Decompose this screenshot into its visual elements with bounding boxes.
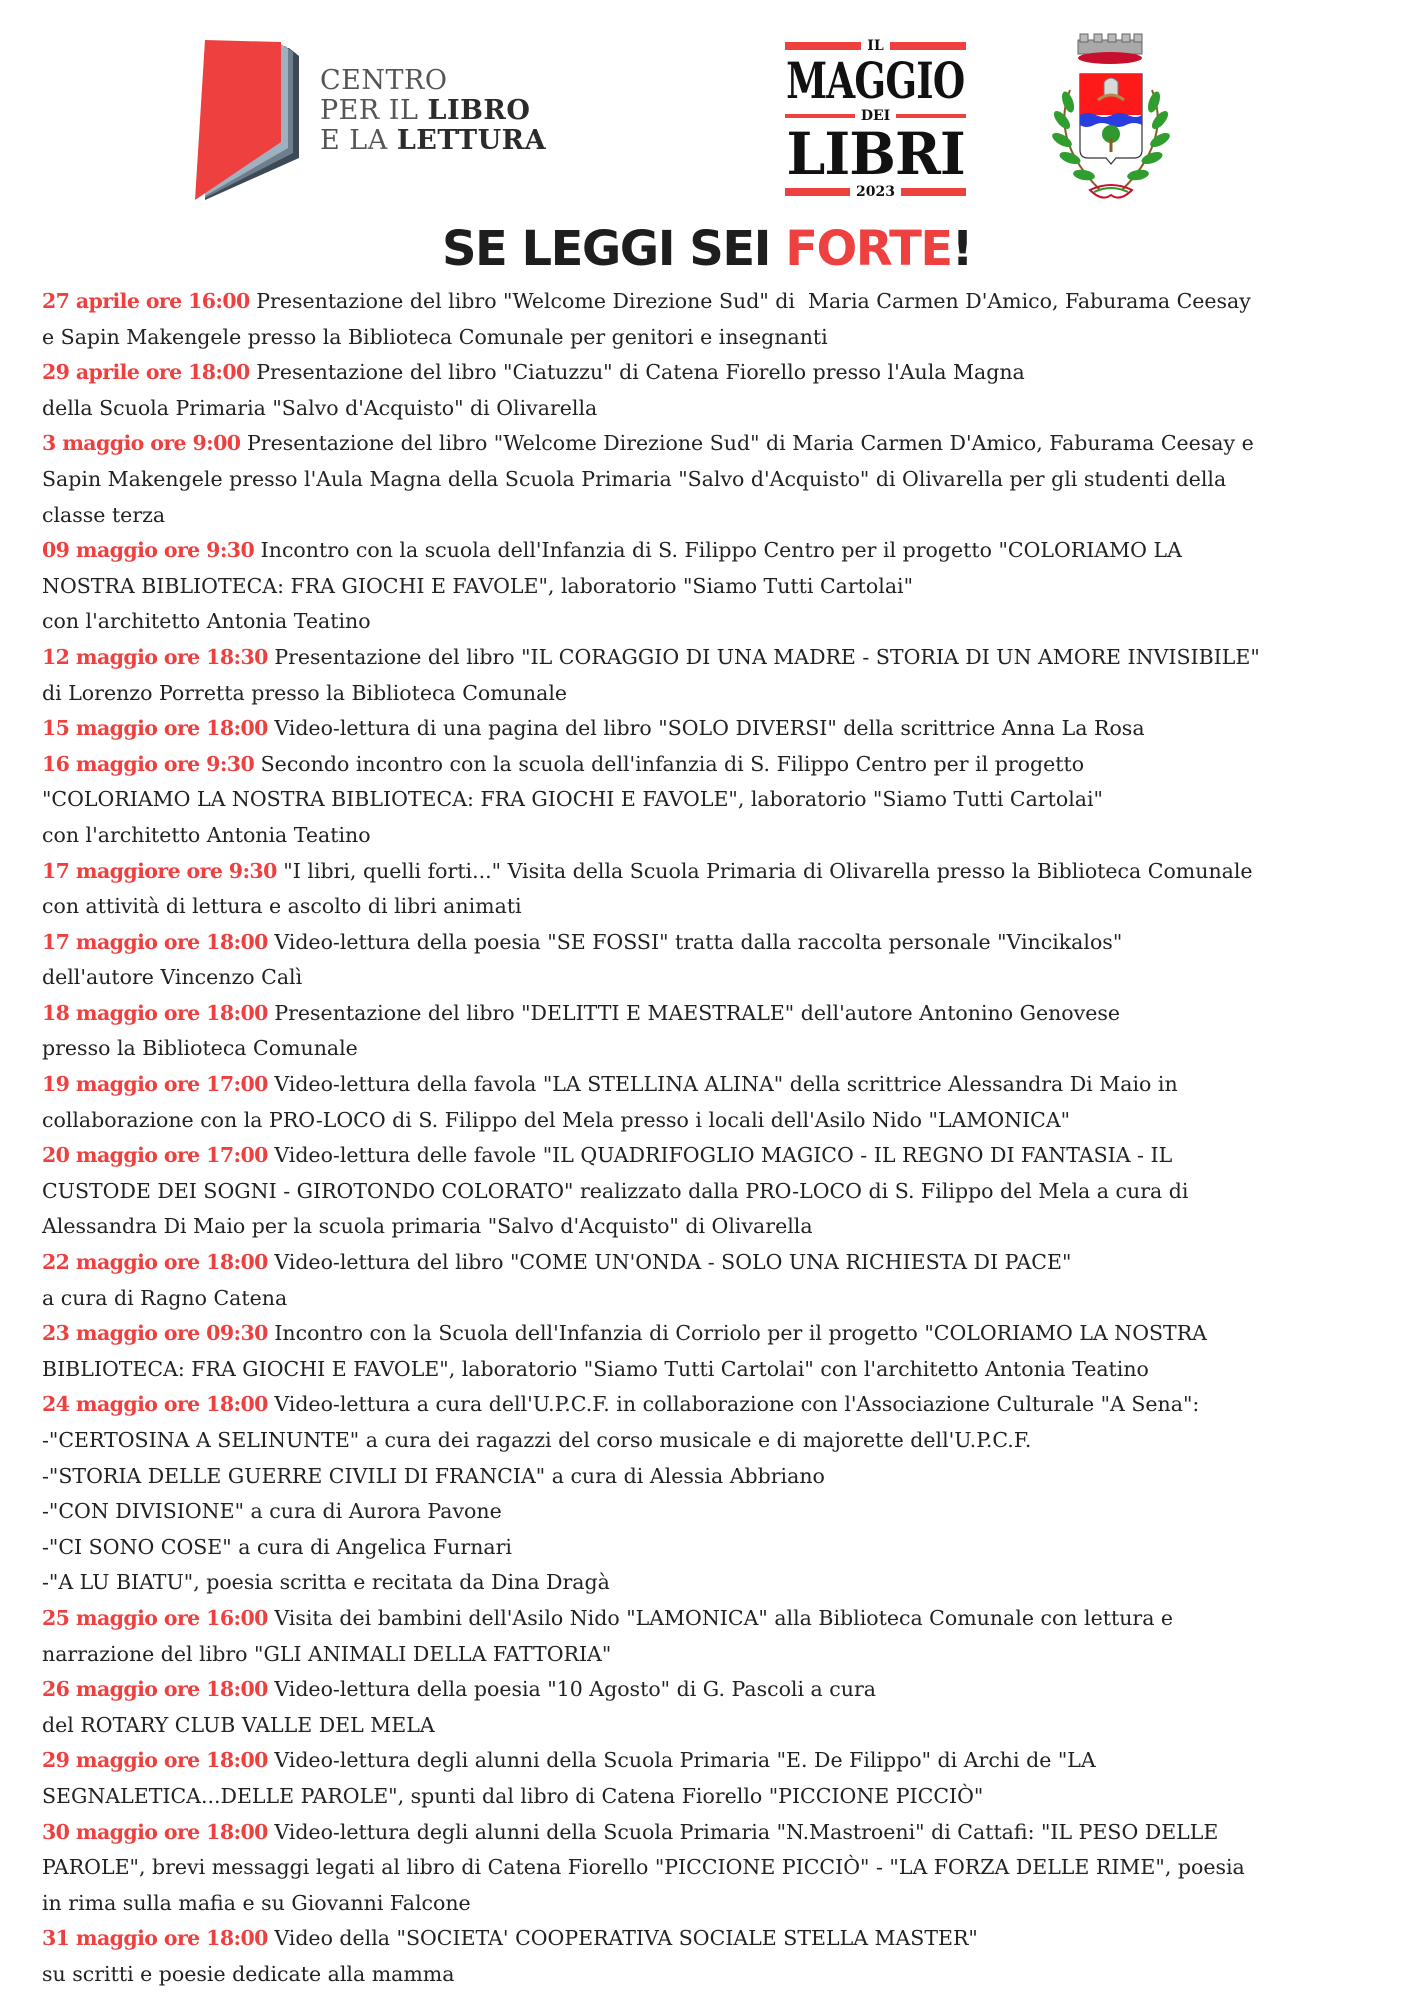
event-item — [42, 925, 1402, 996]
event-first-line — [42, 1245, 1402, 1281]
event-description: su scritti e poesie dedicate alla mamma — [42, 1961, 455, 1986]
event-description: -"A LU BIATU", poesia scritta e recitata da Dina Dragà — [42, 1570, 610, 1595]
event-date: 18 maggio ore 18:00 — [42, 1000, 268, 1025]
title-main: SE LEGGI SEI — [441, 221, 786, 277]
event-description: Secondo incontro con la scuola dell'infanzia di S. Filippo Centro per il progetto — [254, 751, 1085, 776]
event-description: Presentazione del libro "Welcome Direzione Sud" di Maria Carmen D'Amico, Faburama Ceesay — [249, 289, 1251, 313]
event-line — [42, 782, 1402, 818]
event-date: 30 maggio ore 18:00 — [42, 1819, 268, 1844]
event-line — [42, 1031, 1402, 1067]
event-description: con attività di lettura e ascolto di libri animati — [42, 894, 522, 919]
cpl-line-1 — [320, 66, 546, 96]
event-date: 31 maggio ore 18:00 — [42, 1926, 268, 1951]
event-line — [42, 818, 1402, 854]
event-item — [42, 355, 1402, 426]
event-description: CUSTODE DEI SOGNI - GIROTONDO COLORATO" realizzato dalla PRO-LOCO di S. Filippo del Mela a cura di — [42, 1178, 1189, 1203]
event-description: PAROLE", brevi messaggi legati al libro di Catena Fiorello "PICCIONE PICCIÒ" - "LA FORZA DELLE RIME", poesia — [42, 1855, 1245, 1880]
logo-bar — [785, 114, 855, 118]
event-item — [42, 996, 1402, 1067]
logo-row-dei — [785, 108, 966, 124]
event-item — [42, 1387, 1402, 1601]
event-date: 26 maggio ore 18:00 — [42, 1677, 268, 1702]
event-line — [42, 1423, 1402, 1459]
event-description: Incontro con la scuola dell'Infanzia di S. Filippo Centro per il progetto "COLORIAMO LA — [254, 538, 1182, 563]
event-item — [42, 1921, 1402, 1992]
event-item — [42, 426, 1402, 533]
event-description: Sapin Makengele presso l'Aula Magna della Scuola Primaria "Salvo d'Acquisto" di Olivarella per gli studenti della — [42, 466, 1227, 491]
event-line — [42, 1957, 1402, 1993]
cpl-line-3-dark: LETTURA — [396, 125, 547, 156]
event-description: in rima sulla mafia e su Giovanni Falcone — [42, 1890, 471, 1915]
event-description: Presentazione del libro "Welcome Direzione Sud" di Maria Carmen D'Amico, Faburama Ceesay e — [240, 431, 1254, 456]
logo-maggio: MAGGIO — [786, 54, 965, 108]
event-item — [42, 1815, 1402, 1922]
event-description: collaborazione con la PRO-LOCO di S. Filippo del Mela presso i locali dell'Asilo Nido "LAMONICA" — [42, 1107, 1071, 1132]
event-description: a cura di Ragno Catena — [42, 1285, 288, 1310]
logo-row-il — [785, 38, 966, 54]
event-date: 20 maggio ore 17:00 — [42, 1143, 268, 1168]
event-description: narrazione del libro "GLI ANIMALI DELLA FATTORIA" — [42, 1641, 612, 1666]
event-item — [42, 711, 1402, 747]
event-first-line — [42, 426, 1402, 462]
event-description: e Sapin Makengele presso la Biblioteca Comunale per genitori e insegnanti — [42, 324, 828, 349]
event-description: Video-lettura delle favole "IL QUADRIFOGLIO MAGICO - IL REGNO DI FANTASIA - IL — [267, 1143, 1173, 1168]
event-description: "I libri, quelli forti..." Visita della Scuola Primaria di Olivarella presso la Biblioteca Comunale — [276, 858, 1253, 883]
logo-row-year — [785, 184, 966, 200]
event-description: dell'autore Vincenzo Calì — [42, 965, 303, 990]
logo-bar — [785, 42, 861, 50]
event-date: 22 maggio ore 18:00 — [42, 1250, 268, 1275]
event-first-line — [42, 1672, 1402, 1708]
event-description: Video-lettura degli alunni della Scuola Primaria "E. De Filippo" di Archi de "LA — [267, 1748, 1096, 1773]
event-item — [42, 533, 1402, 640]
event-line — [42, 1281, 1402, 1317]
event-date: 25 maggio ore 16:00 — [42, 1605, 268, 1630]
event-description: Incontro con la Scuola dell'Infanzia di Corriolo per il progetto "COLORIAMO LA NOSTRA — [267, 1321, 1207, 1346]
event-first-line — [42, 1138, 1402, 1174]
event-line — [42, 1494, 1402, 1530]
event-description: con l'architetto Antonia Teatino — [42, 822, 371, 847]
cpl-line-2 — [320, 96, 546, 126]
event-date: 29 aprile ore 18:00 — [42, 360, 250, 385]
event-description: del ROTARY CLUB VALLE DEL MELA — [42, 1712, 435, 1737]
event-item — [42, 1067, 1402, 1138]
cpl-line-3 — [320, 126, 546, 156]
event-description: -"CON DIVISIONE" a cura di Aurora Pavone — [42, 1499, 502, 1524]
event-first-line — [42, 533, 1402, 569]
event-date: 17 maggiore ore 9:30 — [42, 858, 277, 883]
event-line — [42, 960, 1402, 996]
event-date: 15 maggio ore 18:00 — [42, 716, 268, 741]
logo-bar — [785, 188, 850, 196]
event-description: presso la Biblioteca Comunale — [42, 1036, 358, 1061]
event-item — [42, 1316, 1402, 1387]
cpl-line-2-dark: LIBRO — [427, 95, 531, 126]
logo-bar — [890, 42, 966, 50]
event-description: Video della "SOCIETA' COOPERATIVA SOCIALE STELLA MASTER" — [267, 1926, 978, 1951]
event-date: 29 maggio ore 18:00 — [42, 1748, 268, 1773]
event-line — [42, 1103, 1402, 1139]
cpl-logo-text — [320, 66, 546, 156]
event-description: Video-lettura della poesia "SE FOSSI" tratta dalla raccolta personale "Vincikalos" — [267, 929, 1123, 954]
title-accent: FORTE — [785, 221, 952, 277]
event-item — [42, 1672, 1402, 1743]
event-date: 24 maggio ore 18:00 — [42, 1392, 268, 1417]
event-first-line — [42, 1067, 1402, 1103]
event-line — [42, 1174, 1402, 1210]
cpl-line-3-light: E LA — [320, 125, 397, 156]
coat-of-arms-icon — [1030, 30, 1190, 210]
logo-il: IL — [867, 38, 884, 54]
cpl-line-1-light: CENTRO — [320, 65, 448, 96]
event-line — [42, 1352, 1402, 1388]
event-first-line — [42, 711, 1402, 747]
event-item — [42, 1138, 1402, 1245]
logo-libri: LIBRI — [786, 124, 965, 184]
event-line — [42, 320, 1402, 356]
event-first-line — [42, 1601, 1402, 1637]
event-description: Presentazione del libro "Ciatuzzu" di Catena Fiorello presso l'Aula Magna — [249, 360, 1025, 385]
event-description: NOSTRA BIBLIOTECA: FRA GIOCHI E FAVOLE", laboratorio "Siamo Tutti Cartolai" — [42, 573, 914, 598]
event-description: di Lorenzo Porretta presso la Biblioteca Comunale — [42, 680, 568, 705]
event-description: classe terza — [42, 502, 166, 527]
events-list — [42, 284, 1402, 1993]
logo-year: 2023 — [856, 184, 895, 200]
event-item — [42, 640, 1402, 711]
event-line — [42, 391, 1402, 427]
event-date: 17 maggio ore 18:00 — [42, 929, 268, 954]
logo-bar — [901, 188, 966, 196]
event-date: 12 maggio ore 18:30 — [42, 644, 268, 669]
maggio-dei-libri-logo — [785, 38, 966, 200]
event-first-line — [42, 640, 1402, 676]
event-first-line — [42, 1921, 1402, 1957]
logo-row-maggio — [785, 54, 966, 108]
event-line — [42, 1886, 1402, 1922]
event-item — [42, 854, 1402, 925]
page-title — [0, 222, 1414, 276]
event-first-line — [42, 925, 1402, 961]
centro-libro-lettura-logo — [195, 38, 685, 203]
event-description: -"STORIA DELLE GUERRE CIVILI DI FRANCIA" a cura di Alessia Abbriano — [42, 1463, 825, 1488]
event-first-line — [42, 1743, 1402, 1779]
event-item — [42, 747, 1402, 854]
event-description: Video-lettura di una pagina del libro "SOLO DIVERSI" della scrittrice Anna La Rosa — [267, 716, 1145, 741]
event-description: -"CERTOSINA A SELINUNTE" a cura dei ragazzi del corso musicale e di majorette dell'U.P.C.F. — [42, 1428, 1032, 1452]
event-line — [42, 1530, 1402, 1566]
event-description: SEGNALETICA...DELLE PAROLE", spunti dal libro di Catena Fiorello "PICCIONE PICCIÒ" — [42, 1783, 984, 1808]
event-description: della Scuola Primaria "Salvo d'Acquisto" di Olivarella — [42, 395, 598, 420]
logo-row-libri — [785, 124, 966, 184]
event-item — [42, 284, 1402, 355]
event-line — [42, 1850, 1402, 1886]
event-description: Presentazione del libro "IL CORAGGIO DI UNA MADRE - STORIA DI UN AMORE INVISIBILE" — [267, 644, 1260, 669]
title-end: ! — [951, 221, 973, 277]
event-first-line — [42, 854, 1402, 890]
event-description: con l'architetto Antonia Teatino — [42, 609, 371, 634]
event-line — [42, 1209, 1402, 1245]
event-item — [42, 1743, 1402, 1814]
event-description: -"CI SONO COSE" a cura di Angelica Furnari — [42, 1534, 512, 1559]
cpl-line-2-light: PER IL — [320, 95, 428, 126]
event-line — [42, 569, 1402, 605]
event-line — [42, 1637, 1402, 1673]
event-date: 3 maggio ore 9:00 — [42, 431, 241, 456]
event-line — [42, 498, 1402, 534]
event-description: Video-lettura del libro "COME UN'ONDA - SOLO UNA RICHIESTA DI PACE" — [267, 1250, 1072, 1275]
event-line — [42, 889, 1402, 925]
event-item — [42, 1601, 1402, 1672]
event-line — [42, 676, 1402, 712]
event-line — [42, 462, 1402, 498]
event-first-line — [42, 355, 1402, 391]
logo-bar — [896, 114, 966, 118]
event-first-line — [42, 747, 1402, 783]
event-description: Presentazione del libro "DELITTI E MAESTRALE" dell'autore Antonino Genovese — [267, 1000, 1121, 1025]
event-description: Visita dei bambini dell'Asilo Nido "LAMONICA" alla Biblioteca Comunale con lettura e — [267, 1605, 1174, 1630]
event-date: 19 maggio ore 17:00 — [42, 1072, 268, 1097]
event-first-line — [42, 996, 1402, 1032]
event-first-line — [42, 1815, 1402, 1851]
event-description: Alessandra Di Maio per la scuola primaria "Salvo d'Acquisto" di Olivarella — [42, 1214, 813, 1239]
event-item — [42, 1245, 1402, 1316]
event-line — [42, 1459, 1402, 1495]
logo-dei: DEI — [860, 108, 891, 124]
event-description: Video-lettura degli alunni della Scuola Primaria "N.Mastroeni" di Cattafi: "IL PESO DELLE — [267, 1819, 1219, 1844]
event-date: 23 maggio ore 09:30 — [42, 1321, 268, 1346]
event-description: BIBLIOTECA: FRA GIOCHI E FAVOLE", laboratorio "Siamo Tutti Cartolai" con l'architetto Antonia Teatino — [42, 1356, 1149, 1381]
event-line — [42, 1779, 1402, 1815]
event-line — [42, 1565, 1402, 1601]
event-description: Video-lettura della poesia "10 Agosto" di G. Pascoli a cura — [267, 1677, 876, 1702]
event-line — [42, 1708, 1402, 1744]
event-description: Video-lettura a cura dell'U.P.C.F. in collaborazione con l'Associazione Culturale "A Sena": — [267, 1392, 1200, 1417]
event-first-line — [42, 1387, 1402, 1423]
event-date: 09 maggio ore 9:30 — [42, 538, 255, 563]
event-line — [42, 604, 1402, 640]
event-first-line — [42, 1316, 1402, 1352]
event-first-line — [42, 284, 1402, 320]
event-description: Video-lettura della favola "LA STELLINA ALINA" della scrittrice Alessandra Di Maio in — [267, 1072, 1178, 1097]
event-description: "COLORIAMO LA NOSTRA BIBLIOTECA: FRA GIOCHI E FAVOLE", laboratorio "Siamo Tutti Cartolai" — [42, 787, 1103, 812]
book-logo-icon — [195, 38, 315, 203]
event-date: 27 aprile ore 16:00 — [42, 289, 250, 313]
event-date: 16 maggio ore 9:30 — [42, 751, 255, 776]
